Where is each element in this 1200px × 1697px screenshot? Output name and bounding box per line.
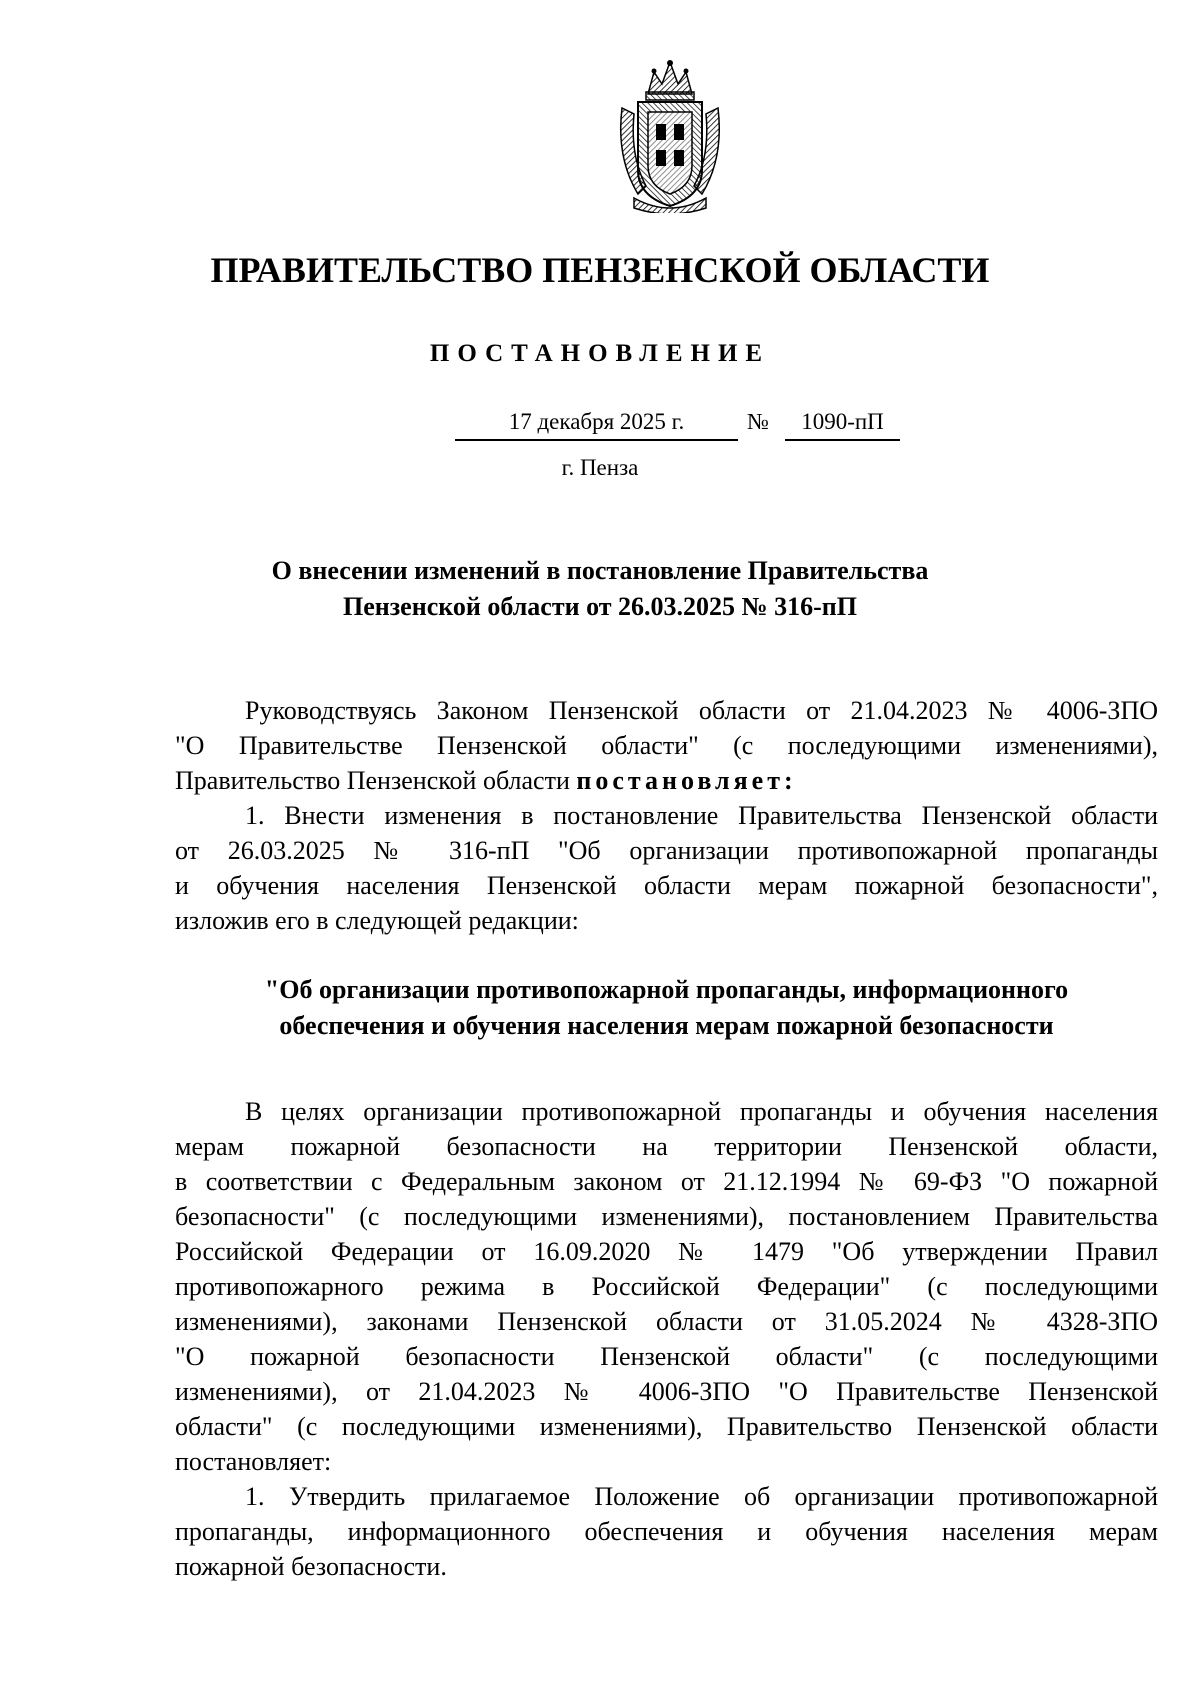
text-line <box>175 763 1158 798</box>
text-line: 1. Утвердить прилагаемое Положение об организации противопожарной <box>245 1482 1158 1511</box>
text-line: противопожарного режима в Российской Федерации" (с последующими <box>175 1272 1158 1301</box>
resolves-word: постановляет: <box>576 766 797 795</box>
document-number: 1090-пП <box>785 405 900 441</box>
subject-line: Пензенской области от 26.03.2025 № 316-пП <box>342 592 858 621</box>
city: г. Пенза <box>561 455 639 480</box>
new-title-line: "Об организации противопожарной пропаганды, информационного <box>264 975 1069 1004</box>
text-line: изменениями), законами Пензенской области от 31.05.2024 № 4328-ЗПО <box>175 1307 1158 1336</box>
document-subject <box>175 553 1025 625</box>
text-line: от 26.03.2025 № 316-пП "Об организации противопожарной пропаганды <box>175 836 1158 865</box>
number-sign: № <box>747 409 769 434</box>
text-line: и обучения населения Пензенской области мерам пожарной безопасности", <box>175 871 1158 900</box>
text-line: изложив его в следующей редакции: <box>175 906 579 935</box>
text-line: изменениями), от 21.04.2023 № 4006-ЗПО "О Правительстве Пензенской <box>175 1377 1158 1406</box>
text-line: Руководствуясь Законом Пензенской области от 21.04.2023 № 4006-ЗПО <box>245 696 1158 725</box>
text-line: "О Правительстве Пензенской области" (с последующими изменениями), <box>175 731 1158 760</box>
text-line: пожарной безопасности. <box>175 1552 447 1581</box>
preamble-paragraph <box>175 1094 1158 1584</box>
text-line: постановляет: <box>175 1447 332 1476</box>
document-date: 17 декабря 2025 г. <box>455 405 738 441</box>
text-line: 1. Внести изменения в постановление Правительства Пензенской области <box>245 801 1158 830</box>
date-number-row <box>0 405 1200 445</box>
coat-of-arms-icon <box>608 58 732 213</box>
text-line: мерам пожарной безопасности на территории Пензенской области, <box>175 1132 1158 1161</box>
document-type: ПОСТАНОВЛЕНИЕ <box>429 340 771 367</box>
new-title <box>175 972 1158 1044</box>
government-title: ПРАВИТЕЛЬСТВО ПЕНЗЕНСКОЙ ОБЛАСТИ <box>210 250 990 290</box>
text-line: области" (с последующими изменениями), Правительство Пензенской области <box>175 1412 1158 1441</box>
new-title-line: обеспечения и обучения населения мерам пожарной безопасности <box>279 1011 1054 1040</box>
text-line: В целях организации противопожарной пропаганды и обучения населения <box>245 1097 1158 1126</box>
text-line: Российской Федерации от 16.09.2020 № 1479 "Об утверждении Правил <box>175 1237 1158 1266</box>
text-fragment: Правительство Пензенской области <box>175 766 570 795</box>
text-line: в соответствии с Федеральным законом от 21.12.1994 № 69-ФЗ "О пожарной <box>175 1167 1158 1196</box>
text-line: "О пожарной безопасности Пензенской области" (с последующими <box>175 1342 1158 1371</box>
text-line: безопасности" (с последующими изменениями), постановлением Правительства <box>175 1202 1158 1231</box>
subject-line: О внесении изменений в постановление Правительства <box>271 556 929 585</box>
intro-paragraph <box>175 693 1158 938</box>
text-line: пропаганды, информационного обеспечения и обучения населения мерам <box>175 1517 1158 1546</box>
